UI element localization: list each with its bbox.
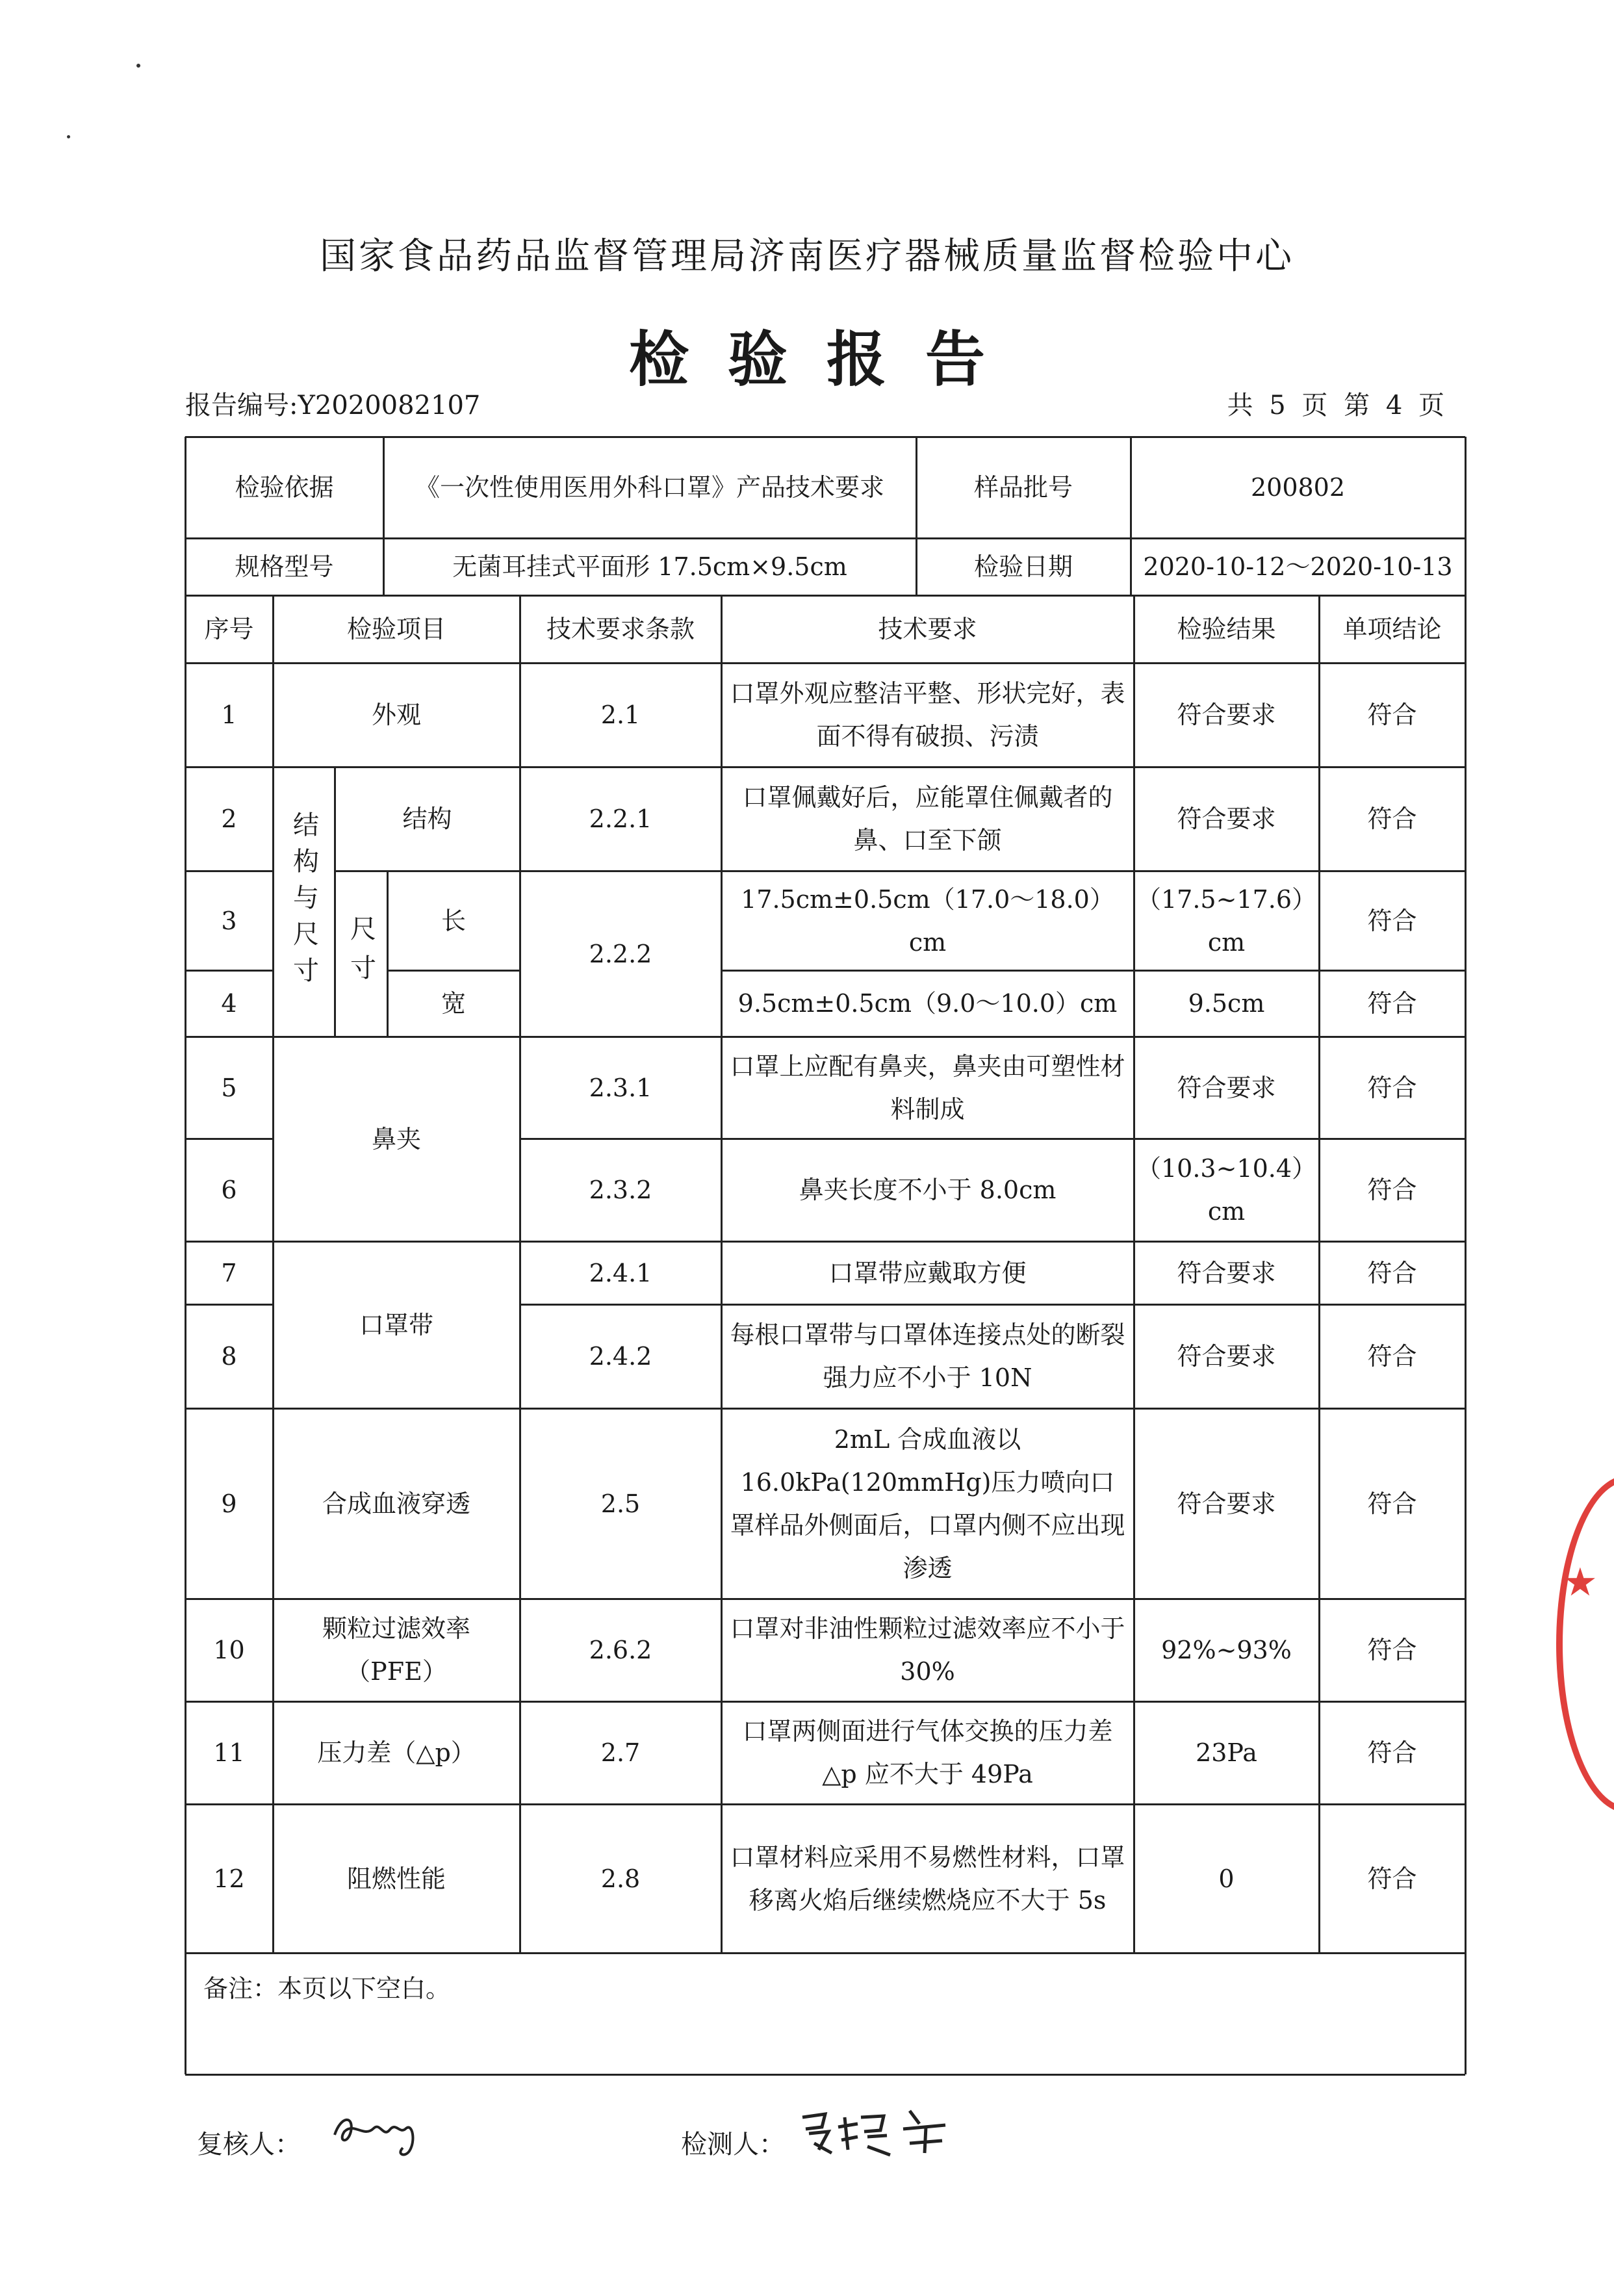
test-result: 92%~93% [1161,1636,1292,1664]
item-conclusion: 符合 [1367,1258,1417,1287]
group-ear-loop: 口罩带 [359,1310,433,1339]
seq-number: 3 [221,906,237,935]
seq-number: 10 [213,1636,245,1664]
test-result: （10.3~10.4）cm [1136,1154,1317,1226]
report-title: 检验报告 [628,324,1024,394]
test-item: 长 [441,906,466,935]
item-conclusion: 符合 [1367,906,1417,935]
column-header: 检验结果 [1177,615,1276,643]
item-conclusion: 符合 [1367,701,1417,729]
test-result: （17.5~17.6）cm [1136,884,1317,957]
test-item: 结构 [402,805,452,833]
item-conclusion: 符合 [1367,805,1417,833]
issuing-organization: 国家食品药品监督管理局济南医疗器械质量监督检验中心 [320,235,1294,277]
test-result: 符合要求 [1177,1342,1276,1371]
technical-requirement: 口罩带应戴取方便 [828,1258,1027,1287]
batch-value: 200802 [1250,473,1346,502]
item-conclusion: 符合 [1367,1176,1417,1204]
basis-value: 《一次性使用医用外科口罩》产品技术要求 [415,473,884,502]
technical-requirement: 每根口罩带与口罩体连接点处的断裂强力应不小于 10N [730,1321,1125,1392]
test-result: 符合要求 [1177,1489,1276,1518]
scan-speck [136,64,140,68]
clause: 2.3.2 [589,1176,652,1204]
item-conclusion: 符合 [1367,989,1417,1018]
test-result: 9.5cm [1188,989,1265,1018]
basis-label: 检验依据 [235,473,334,502]
seal-star-icon: ★ [1563,1560,1598,1605]
item-conclusion: 符合 [1367,1864,1417,1893]
test-result: 符合要求 [1177,1073,1276,1102]
scan-speck [67,135,70,138]
tester-signature [796,2098,958,2163]
technical-requirement: 口罩两侧面进行气体交换的压力差△p 应不大于 49Pa [742,1717,1113,1788]
technical-requirement: 口罩佩戴好后，应能罩住佩戴者的鼻、口至下颌 [742,783,1113,855]
seq-number: 4 [221,989,237,1018]
clause: 2.6.2 [589,1636,652,1664]
seq-number: 9 [221,1489,237,1518]
seq-number: 8 [221,1342,237,1371]
technical-requirement: 17.5cm±0.5cm（17.0～18.0）cm [741,884,1114,957]
official-seal [1556,1475,1614,1813]
reviewer-signature [328,2102,432,2161]
report-number: 报告编号:Y2020082107 [185,391,481,420]
column-header: 单项结论 [1342,615,1442,643]
technical-requirement: 9.5cm±0.5cm（9.0～10.0）cm [737,989,1118,1018]
clause: 2.4.2 [589,1342,652,1371]
clause: 2.2.1 [589,805,652,833]
page-info: 共 5 页 第 4 页 [1227,391,1448,420]
test-item: 宽 [441,989,466,1018]
seq-number: 11 [213,1738,245,1767]
date-label: 检验日期 [973,552,1073,581]
batch-label: 样品批号 [973,473,1073,502]
seq-number: 6 [221,1176,237,1204]
test-item: 阻燃性能 [346,1864,446,1893]
group-nose-clip: 鼻夹 [371,1124,421,1154]
clause: 2.1 [600,701,641,729]
column-header: 技术要求 [878,615,977,643]
table-rule [185,2074,1465,2076]
test-result: 23Pa [1196,1738,1257,1767]
clause: 2.5 [600,1489,641,1518]
technical-requirement: 口罩材料应采用不易燃性材料，口罩移离火焰后继续燃烧应不大于 5s [730,1842,1125,1915]
seq-number: 7 [221,1258,237,1287]
test-item: 压力差（△p） [317,1738,476,1767]
clause: 2.4.1 [589,1258,652,1287]
test-item: 颗粒过滤效率（PFE） [322,1614,470,1686]
technical-requirement: 口罩对非油性颗粒过滤效率应不小于 30% [730,1614,1125,1686]
seq-number: 5 [221,1073,237,1102]
column-header: 序号 [204,615,254,643]
test-result: 符合要求 [1177,701,1276,729]
item-conclusion: 符合 [1367,1738,1417,1767]
test-item: 外观 [371,701,421,729]
remark: 备注：本页以下空白。 [203,1974,451,2003]
date-value: 2020-10-12～2020-10-13 [1143,552,1453,581]
technical-requirement: 鼻夹长度不小于 8.0cm [799,1176,1057,1204]
seq-number: 1 [221,701,237,729]
test-result: 符合要求 [1177,1258,1276,1287]
reviewer-label: 复核人： [197,2130,301,2160]
clause: 2.2.2 [589,939,652,968]
column-header: 技术要求条款 [546,615,695,643]
spec-label: 规格型号 [235,552,334,581]
item-conclusion: 符合 [1367,1489,1417,1518]
group-structure-size: 结构与尺寸 [288,810,319,993]
test-item: 合成血液穿透 [322,1489,470,1518]
group-size: 尺寸 [346,914,376,993]
test-result: 符合要求 [1177,805,1276,833]
clause: 2.3.1 [589,1073,652,1102]
technical-requirement: 口罩外观应整洁平整、形状完好，表面不得有破损、污渍 [730,679,1125,751]
seq-number: 2 [221,805,237,833]
test-result: 0 [1218,1864,1235,1893]
technical-requirement: 口罩上应配有鼻夹，鼻夹由可塑性材料制成 [730,1051,1125,1124]
item-conclusion: 符合 [1367,1073,1417,1102]
column-header: 检验项目 [346,615,446,643]
clause: 2.7 [600,1738,641,1767]
spec-value: 无菌耳挂式平面形 17.5cm×9.5cm [452,552,847,581]
item-conclusion: 符合 [1367,1342,1417,1371]
technical-requirement: 2mL 合成血液以16.0kPa(120mmHg)压力喷向口罩样品外侧面后，口罩内侧不应出现渗透 [730,1425,1125,1582]
seq-number: 12 [213,1864,245,1893]
item-conclusion: 符合 [1367,1636,1417,1664]
tester-label: 检测人： [681,2130,785,2160]
clause: 2.8 [600,1864,641,1893]
